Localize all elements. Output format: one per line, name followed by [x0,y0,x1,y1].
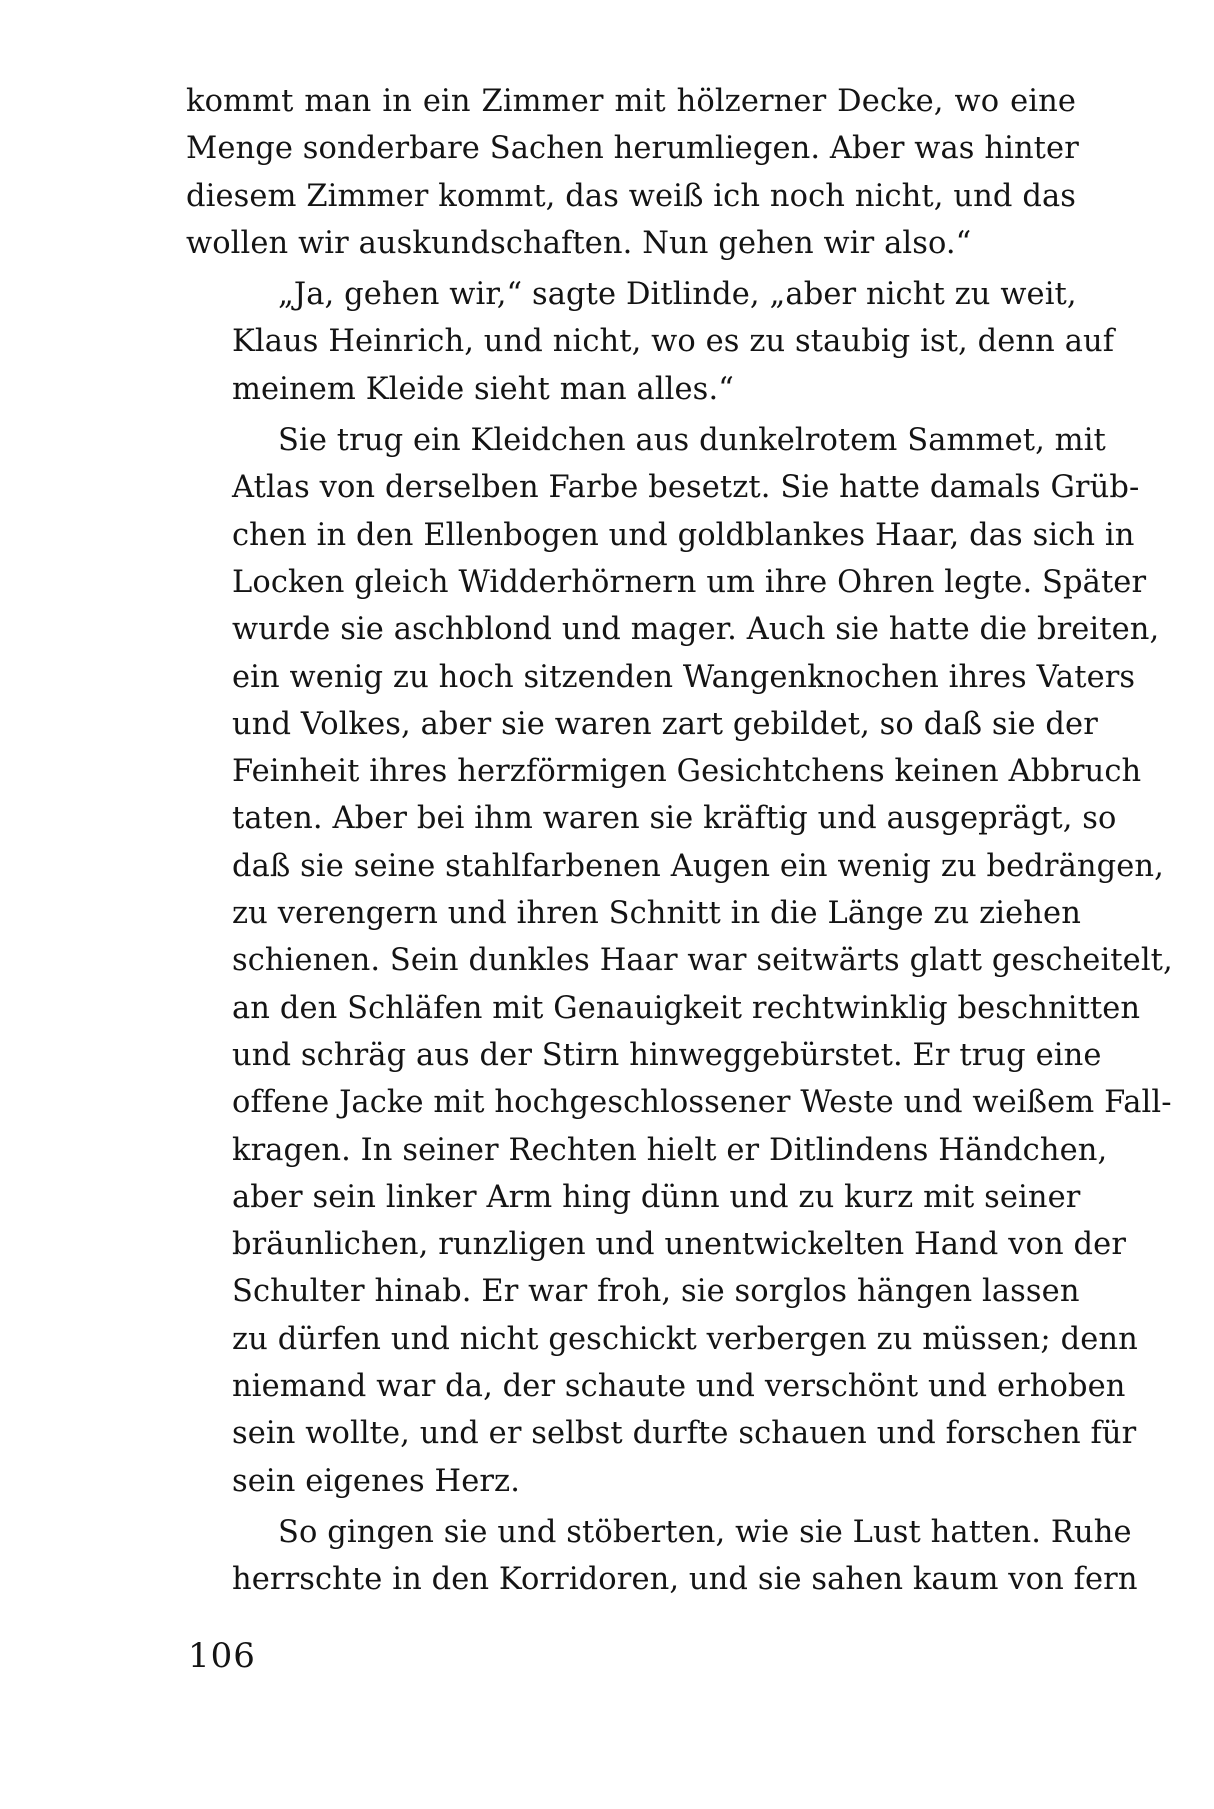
text-line: Klaus Heinrich, und nicht, wo es zu staubig ist, denn auf [232,324,1115,360]
text-line: diesem Zimmer kommt, das weiß ich noch nicht, und das [186,178,1076,214]
body-text [186,78,1173,1604]
text-line: herrschte in den Korridoren, und sie sahen kaum von fern [232,1562,1138,1598]
text-line: offene Jacke mit hochgeschlossener Weste und weißem Fall- [232,1085,1172,1121]
paragraph-3 [186,417,1173,1505]
text-line: und Volkes, aber sie waren zart gebildet, so daß sie der [232,706,1098,742]
text-line: meinem Kleide sieht man alles.“ [232,371,734,407]
text-line: kommt man in ein Zimmer mit hölzerner Decke, wo eine [186,84,1076,119]
text-line: aber sein linker Arm hing dünn und zu kurz mit seiner [232,1179,1081,1215]
paragraph-2 [186,271,1115,413]
text-line: Atlas von derselben Farbe besetzt. Sie hatte damals Grüb- [232,470,1140,506]
text-line: daß sie seine stahlfarbenen Augen ein wenig zu bedrängen, [232,848,1164,884]
text-line: zu verengern und ihren Schnitt in die Länge zu ziehen [232,896,1081,932]
paragraph-1 [186,78,1079,267]
text-line: an den Schläfen mit Genauigkeit rechtwinklig beschnitten [232,990,1141,1026]
text-line: Menge sonderbare Sachen herumliegen. Aber was hinter [186,131,1079,167]
text-line: Locken gleich Widderhörnern um ihre Ohren legte. Später [232,564,1147,600]
text-line: und schräg aus der Stirn hinweggebürstet. Er trug eine [232,1037,1102,1073]
paragraph-4 [186,1509,1138,1604]
text-line: bräunlichen, runzligen und unentwickelten Hand von der [232,1227,1126,1263]
text-line: wurde sie aschblond und mager. Auch sie hatte die breiten, [232,612,1160,648]
text-line: „Ja, gehen wir,“ sagte Ditlinde, „aber nicht zu weit, [278,277,1077,313]
text-line: ein wenig zu hoch sitzenden Wangenknochen ihres Vaters [232,659,1136,695]
text-line: kragen. In seiner Rechten hielt er Ditlindens Händchen, [232,1132,1108,1168]
text-line: So gingen sie und stöberten, wie sie Lust hatten. Ruhe [278,1514,1132,1550]
text-line: schienen. Sein dunkles Haar war seitwärts glatt gescheitelt, [232,943,1173,979]
text-line: chen in den Ellenbogen und goldblankes Haar, das sich in [232,517,1135,553]
text-line: Schulter hinab. Er war froh, sie sorglos hängen lassen [232,1274,1080,1310]
text-line: wollen wir auskundschaften. Nun gehen wir also.“ [186,225,972,261]
text-line: sein wollte, und er selbst durfte schauen und forschen für [232,1416,1137,1452]
page-number: 106 [188,1636,256,1676]
text-line: sein eigenes Herz. [232,1463,521,1499]
text-line: Feinheit ihres herzförmigen Gesichtchens keinen Abbruch [232,754,1142,790]
text-line: niemand war da, der schaute und verschönt und erhoben [232,1369,1126,1405]
text-line: taten. Aber bei ihm waren sie kräftig und ausgeprägt, so [232,801,1117,837]
text-line: zu dürfen und nicht geschickt verbergen zu müssen; denn [232,1321,1138,1357]
text-line: Sie trug ein Kleidchen aus dunkelrotem Sammet, mit [278,423,1106,459]
